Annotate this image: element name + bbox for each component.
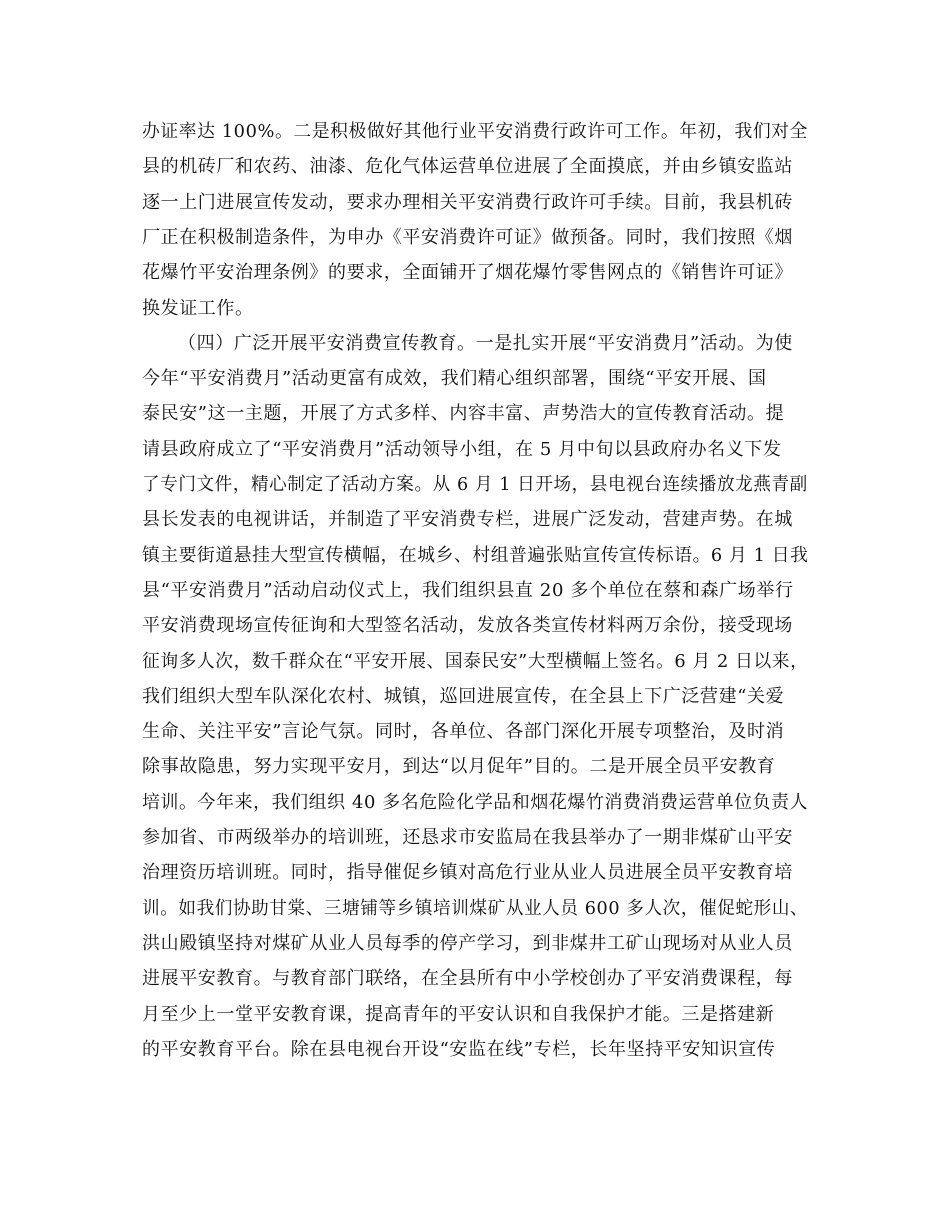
text-line: 花爆竹平安治理条例》的要求，全面铺开了烟花爆竹零售网点的《销售许可证》 bbox=[142, 262, 793, 284]
text-line: 我们组织大型车队深化农村、城镇，巡回进展宣传，在全县上下广泛营建“关爱 bbox=[142, 685, 785, 707]
text-line: 培训。今年来，我们组织 40 多名危险化学品和烟花爆竹消费消费运营单位负责人 bbox=[142, 791, 809, 813]
text-line: 月至少上一堂平安教育课，提高青年的平安认识和自我保护才能。三是搭建新 bbox=[142, 1003, 775, 1025]
text-line: 镇主要街道悬挂大型宣传横幅，在城乡、村组普遍张贴宣传宣传标语。6 月 1 日我 bbox=[142, 544, 809, 566]
text-line: 的平安教育平台。除在县电视台开设“安监在线”专栏，长年坚持平安知识宣传 bbox=[142, 1038, 776, 1060]
text-line: 训。如我们协助甘棠、三塘铺等乡镇培训煤矿从业人员 600 多人次，催促蛇形山、 bbox=[142, 897, 809, 919]
text-line: 换发证工作。 bbox=[142, 297, 254, 319]
text-line: 征询多人次，数千群众在“平安开展、国泰民安”大型横幅上签名。6 月 2 日以来， bbox=[142, 650, 809, 672]
text-line: 了专门文件，精心制定了活动方案。从 6 月 1 日开场，县电视台连续播放龙燕青副 bbox=[142, 474, 808, 495]
text-line: 县的机砖厂和农药、油漆、危化气体运营单位进展了全面摸底，并由乡镇安监站 bbox=[142, 156, 793, 178]
text-line: （四）广泛开展平安消费宣传教育。一是扎实开展“平安消费月”活动。为使 bbox=[178, 332, 793, 354]
text-line: 除事故隐患，努力实现平安月，到达“以月促年”目的。二是开展全员平安教育 bbox=[142, 756, 776, 778]
text-line: 今年“平安消费月”活动更富有成效，我们精心组织部署，围绕“平安开展、国 bbox=[142, 368, 767, 390]
text-line: 生命、关注平安”言论气氛。同时，各单位、各部门深化开展专项整治，及时消 bbox=[142, 721, 785, 743]
text-line: 治理资历培训班。同时，指导催促乡镇对高危行业从业人员进展全员平安教育培 bbox=[142, 862, 793, 884]
text-line: 办证率达 100%。二是积极做好其他行业平安消费行政许可工作。年初，我们对全 bbox=[142, 121, 808, 142]
text-line: 洪山殿镇坚持对煤矿从业人员每季的停产学习，到非煤井工矿山现场对从业人员 bbox=[142, 932, 793, 954]
text-line: 厂正在积极制造条件，为申办《平安消费许可证》做预备。同时，我们按照《烟 bbox=[142, 226, 793, 248]
text-line: 请县政府成立了“平安消费月”活动领导小组，在 5 月中旬以县政府办名义下发 bbox=[142, 438, 782, 460]
text-line: 平安消费现场宣传征询和大型签名活动，发放各类宣传材料两万余份，接受现场 bbox=[142, 615, 793, 637]
text-line: 县长发表的电视讲话，并制造了平安消费专栏，进展广泛发动，营建声势。在城 bbox=[142, 509, 793, 531]
text-line: 逐一上门进展宣传发动，要求办理相关平安消费行政许可手续。目前，我县机砖 bbox=[142, 191, 793, 213]
text-line: 县“平安消费月”活动启动仪式上，我们组织县直 20 多个单位在蔡和森广场举行 bbox=[142, 579, 794, 601]
text-line: 泰民安”这一主题，开展了方式多样、内容丰富、声势浩大的宣传教育活动。提 bbox=[142, 403, 785, 425]
text-line: 参加省、市两级举办的培训班，还恳求市安监局在我县举办了一期非煤矿山平安 bbox=[142, 827, 793, 848]
text-line: 进展平安教育。与教育部门联络，在全县所有中小学校创办了平安消费课程，每 bbox=[142, 968, 793, 990]
